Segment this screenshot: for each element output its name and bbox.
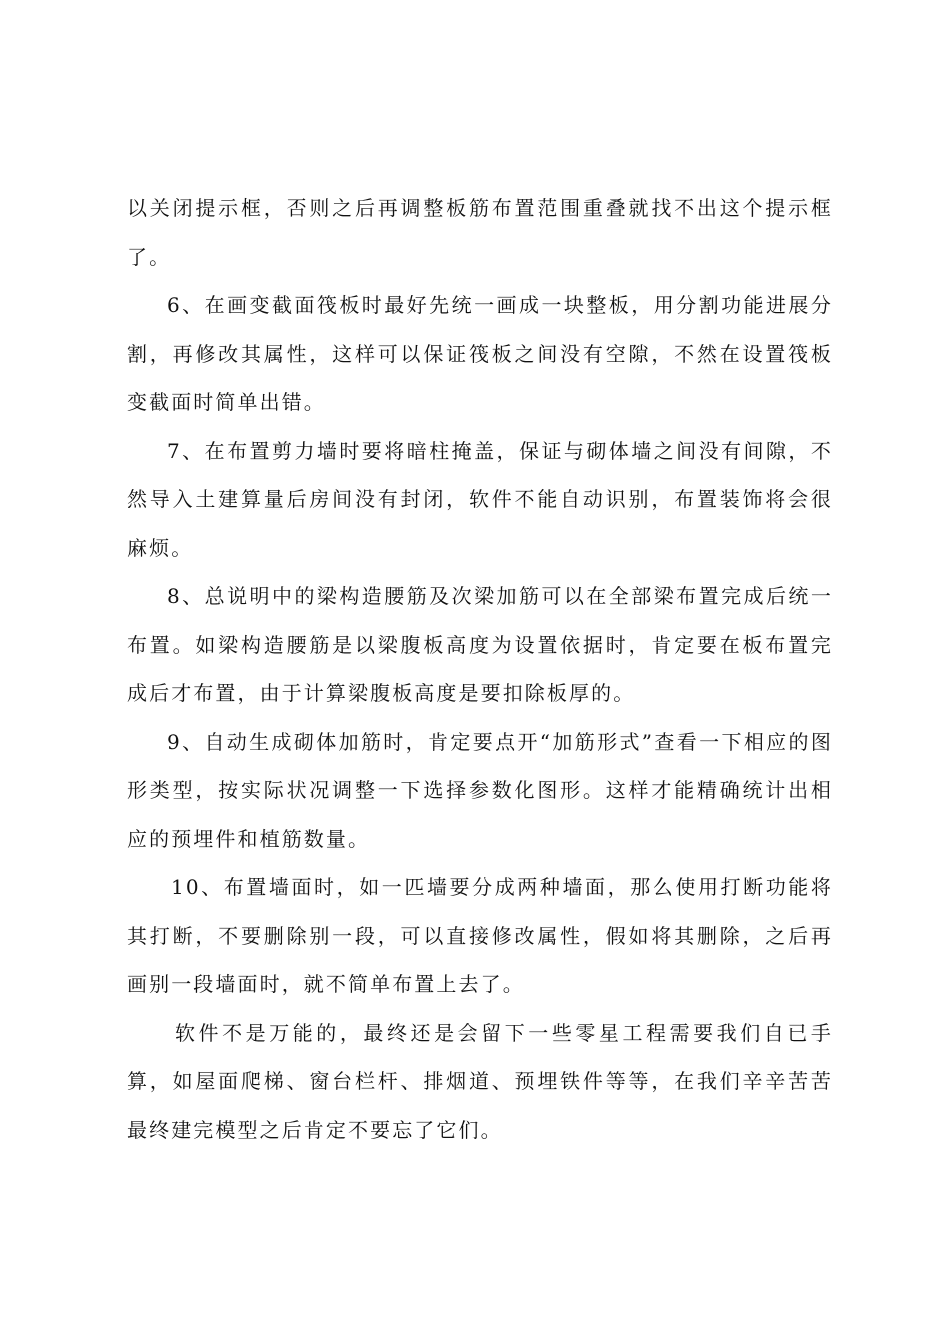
paragraph-closing: 软件不是万能的，最终还是会留下一些零星工程需要我们自已手算，如屋面爬梯、窗台栏杆、排烟道、预埋铁件等等，在我们辛辛苦苦最终建完模型之后肯定不要忘了它们。: [127, 1020, 833, 1142]
paragraph-tip-8: 8、总说明中的梁构造腰筋及次梁加筋可以在全部梁布置完成后统一布置。如梁构造腰筋是以梁腹板高度为设置依据时，肯定要在板布置完成后才布置，由于计算梁腹板高度是要扣除板厚的。: [127, 584, 833, 705]
paragraph-tip-7: 7、在布置剪力墙时要将暗柱掩盖，保证与砌体墙之间没有间隙，不然导入土建算量后房间没有封闭，软件不能自动识别，布置装饰将会很麻烦。: [127, 438, 833, 560]
paragraph-tip-9: 9、自动生成砌体加筋时，肯定要点开“加筋形式”查看一下相应的图形类型，按实际状况调整一下选择参数化图形。这样才能精确统计出相应的预埋件和植筋数量。: [127, 729, 833, 851]
paragraph-continuation: 以关闭提示框，否则之后再调整板筋布置范围重叠就找不出这个提示框了。: [127, 196, 833, 269]
document-body: [127, 184, 833, 1154]
paragraph-tip-10: 10、布置墙面时，如一匹墙要分成两种墙面，那么使用打断功能将其打断，不要删除别一段，可以直接修改属性，假如将其删除，之后再画别一段墙面时，就不简单布置上去了。: [127, 875, 833, 996]
paragraph-tip-6: 6、在画变截面筏板时最好先统一画成一块整板，用分割功能进展分割，再修改其属性，这样可以保证筏板之间没有空隙，不然在设置筏板变截面时简单出错。: [127, 293, 833, 414]
